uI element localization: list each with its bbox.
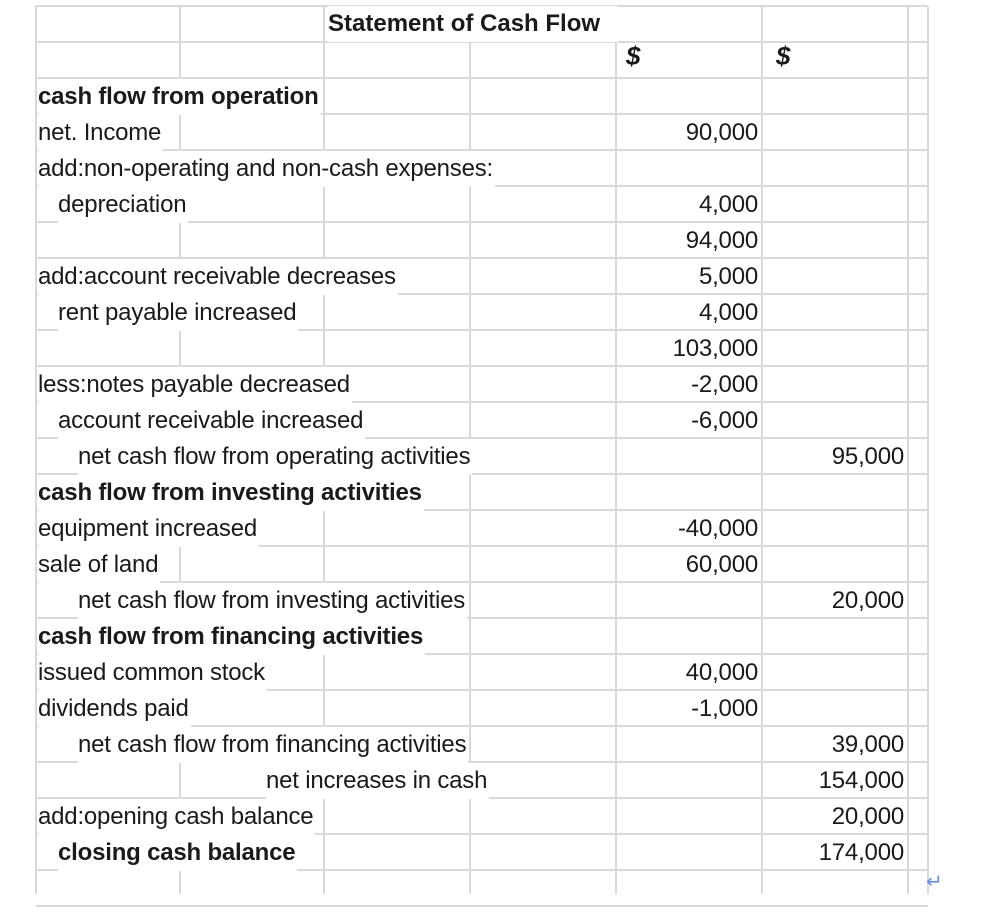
row-total: 20,000 bbox=[831, 803, 904, 830]
row-amount: 5,000 bbox=[698, 263, 758, 290]
row-label: issued common stock bbox=[38, 655, 267, 691]
row-label: add:non-operating and non-cash expenses: bbox=[38, 151, 495, 187]
row-amount: 4,000 bbox=[698, 191, 758, 218]
row-label: net increases in cash bbox=[266, 763, 489, 799]
row-label: dividends paid bbox=[38, 691, 191, 727]
row-amount: 4,000 bbox=[698, 299, 758, 326]
row-label: closing cash balance bbox=[58, 835, 297, 871]
row-label: net cash flow from investing activities bbox=[78, 583, 467, 619]
row-amount: 103,000 bbox=[672, 335, 758, 362]
row-total: 39,000 bbox=[831, 731, 904, 758]
row-amount: 94,000 bbox=[685, 227, 758, 254]
row-label: add:account receivable decreases bbox=[38, 259, 398, 295]
row-amount: -1,000 bbox=[691, 695, 758, 722]
row-amount: 60,000 bbox=[685, 551, 758, 578]
row-amount: -40,000 bbox=[678, 515, 758, 542]
row-amount: 40,000 bbox=[685, 659, 758, 686]
row-total: 20,000 bbox=[831, 587, 904, 614]
row-label: cash flow from financing activities bbox=[38, 619, 425, 655]
row-label: equipment increased bbox=[38, 511, 259, 547]
row-total: 174,000 bbox=[818, 839, 904, 866]
row-label: rent payable increased bbox=[58, 295, 298, 331]
total-currency-header: $ bbox=[776, 41, 791, 71]
row-amount: 90,000 bbox=[685, 119, 758, 146]
row-total: 154,000 bbox=[818, 767, 904, 794]
amount-currency-header: $ bbox=[626, 41, 641, 71]
row-amount: -2,000 bbox=[691, 371, 758, 398]
row-label: less:notes payable decreased bbox=[38, 367, 352, 403]
row-label: depreciation bbox=[58, 187, 188, 223]
row-label: cash flow from investing activities bbox=[38, 475, 424, 511]
row-label: account receivable increased bbox=[58, 403, 365, 439]
row-amount: -6,000 bbox=[691, 407, 758, 434]
row-label: net. Income bbox=[38, 115, 163, 151]
row-label: sale of land bbox=[38, 547, 160, 583]
row-label: add:opening cash balance bbox=[38, 799, 315, 835]
return-arrow-icon: ↵ bbox=[926, 871, 943, 893]
row-label: net cash flow from operating activities bbox=[78, 439, 472, 475]
row-label: cash flow from operation bbox=[38, 79, 321, 115]
row-label: net cash flow from financing activities bbox=[78, 727, 468, 763]
statement-title: Statement of Cash Flow bbox=[328, 6, 618, 42]
row-total: 95,000 bbox=[831, 443, 904, 470]
